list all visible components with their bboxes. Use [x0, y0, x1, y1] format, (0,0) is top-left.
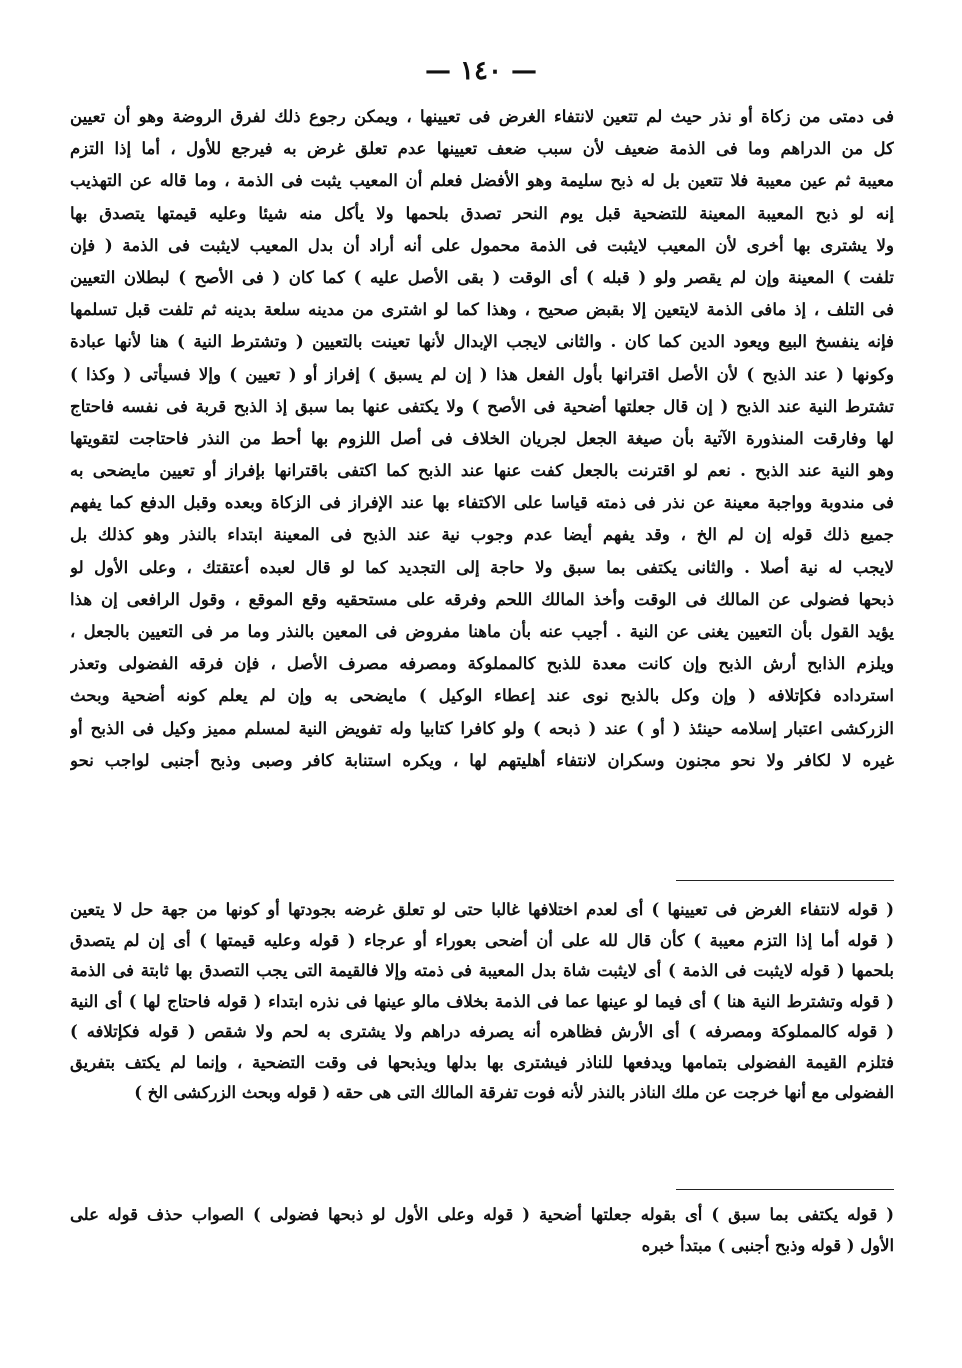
text-line: استرداده فكإتلافه ( وإن وكل بالذبح نوى عند إعطاء الوكيل ) مايضحى به وإن لم يعلم كونه أضحية وبحث	[70, 685, 894, 706]
text-line: فى دمتى من زكاة أو نذر حيث لم تتعين لانتفاء الغرض فى تعيينها ، ويمكن رجوع ذلك لفرق الروضة وهو أن تعيين	[70, 106, 894, 126]
text-line: ( قوله كالمملوكة ومصرفه ) أى الأرش فظاهره أنه يصرفه دراهم ولا يشترى به لحم ولا شقص ( قوله فكإتلافه )	[70, 1022, 894, 1041]
main-text	[70, 100, 894, 776]
page-number: — ١٤٠ —	[424, 56, 538, 86]
text-line: تشترط النية عند الذبح ( إن قال جعلتها أضحية فى الأصح ) ولا يكتفى عنها بما سبق إذ الذبح قربة فى نفسه فاحتاج	[70, 395, 894, 416]
text-line: ولا يشترى بها أخرى لأن المعيب لايثبت فى الذمة محمول على أنه أراد أن بدل المعيب لايثبت فى الذمة ( فإن	[70, 234, 894, 255]
footnote-separator-lower	[676, 1189, 894, 1190]
text-line: فى التلف ، إذ مافى الذمة لايتعين إلا بقبض صحيح ، وهذا كما لو اشترى من مدينه سلعة بدينه ثم تلفت قبل تسلمها	[70, 299, 894, 320]
text-line: ( قوله لانتفاء الغرض فى تعيينها ) أى لعدم اختلافها غالبا حتى لو تعلق غرضه بجودتها أو كونها من جهة حل لا يتعين	[70, 900, 894, 919]
text-line: الفضولى مع أنها خرجت عن ملك الناذر بالنذر لأنه فوت تفرقة المالك التى هى حقه ( قوله وبحث الزركشى الخ )	[134, 1083, 894, 1102]
text-line: فى مندوبة وواجبة معينة عن نذر فى ذمته قياسا على الاكتفاء بها عند الإفراز فى الزكاة وبعده وقبل الدفع كما يفهم	[70, 492, 894, 513]
text-line: وكونها ( عند الذبح ) لأن الأصل اقترانها بأول الفعل هذا ( إن لم يسبق ) إفراز أو ( تعيين ) وإلا فسيأتى ( وكذا )	[70, 363, 894, 384]
text-line: إنه لو ذبح المعيبة المعينة للتضحية قبل يوم النحر تصدق بلحمها ولا يأكل منه شيئا وعليه قيمتها يتصدق بها	[70, 202, 894, 223]
text-line: لها وفارقت المنذورة الآتية بأن صيغة الجعل لجريان الخلاف فى أصل اللزوم بها أحط من النذر فاحتاجت لتقويتها	[70, 427, 894, 448]
text-line: فتلزم القيمة الفضولى بتمامها ويدفعها للناذر فيشترى بها بدلها ويذبحها فى وقت التضحية ، وإنما لم يكتف بتفريق	[70, 1052, 894, 1072]
commentary-upper	[70, 895, 894, 1109]
text-line: الأول ( قوله وذبح أجنبى ) مبتدأ خبره	[641, 1235, 894, 1255]
text-line: معيبة ثم عين معيبة فلا تتعين بل له ذبح سليمة وهو الأفضل فعلم أن المعيب يثبت فى الذمة ، وما قاله عن التهذيب	[70, 170, 894, 191]
text-line: جميع ذلك قوله إن لم الخ ، وقد يفهم أيضا عدم وجوب نية عند الذبح فى المعينة ابتداء بالنذر وهو كذلك بل	[70, 524, 894, 545]
text-line: ويلزم الذابح أرش الذبح وإن كانت معدة للذبح كالمملوكة ومصرفه مصرف الأصل ، فإن فرقه الفضولى وتعذر	[70, 653, 894, 674]
text-line: ( قوله يكتفى بما سبق ) أى بقوله جعلتها أضحية ( قوله وعلى الأول لو ذبحها فضولى ) الصواب حذف قوله على	[70, 1205, 894, 1224]
text-line: ذبحها فضولى عن المالك فى الوقت وأخذ المالك اللحم وفرقه على مستحقيه وقع الموقع ، وقول الرافعى إن هذا	[70, 588, 894, 609]
text-line: بلحمها ( قوله لايثبت فى الذمة ) أى لايثبت شاة بدل المعيبة فى ذمته وإلا فالقيمة التى يجب التصدق بها ثابتة فى الذمة	[70, 961, 894, 980]
commentary-lower	[70, 1200, 894, 1261]
text-line: فإنه ينفسخ البيع ويعود الدين كما كان . والثانى لايجب الإبدال لأنها تعينت بالتعيين ( وتشترط النية ) هنا لأنها عبادة	[70, 331, 894, 352]
text-line: كل من الدراهم وما فى الذمة ضعيف لأن سبب ضعف تعيينها عدم تعلق غرض به فيرجع للأول ، أما إذا التزم	[70, 138, 894, 159]
text-line: تلفت ) المعينة وإن لم يقصر ولو ( قبله ) أى الوقت ( بقى الأصل عليه ) كما كان ( فى الأصح ) لبطلان التعيين	[70, 266, 894, 287]
text-line: يؤيد القول بأن التعيين يغنى عن النية . أجيب عنه بأن ماهنا مفروض فى المعين بالنذر وما مر فى التعيين بالجعل ،	[70, 621, 894, 641]
footnote-separator	[676, 880, 894, 881]
text-line: لايجب له نية أصلا . والثانى يكتفى بما سبق ولا حاجة إلى التجديد كما لو قال لعبده أعتقتك ، وعلى الأول لو	[70, 556, 894, 577]
text-line: ( قوله وتشترط النية هنا ) أى فيما لو عينها عما فى الذمة بخلاف مالو عينها فى نذره ابتداء ( قوله فاحتاج لها ) أى النية	[70, 991, 894, 1011]
text-line: ( قوله أما إذا التزم معيبة ) كأن قال لله على أن أضحى بعوراء أو عرجاء ( قوله وعليه قيمتها ) أى إن لم يتصدق	[70, 930, 894, 950]
text-line: غيره لا لكافر ولا نحو مجنون وسكران لانتفاء أهليتهم لها ، ويكره استنابة كافر وصبى وذبح أجنبى لواجب نحو	[70, 749, 894, 770]
text-line: الزركشى اعتبار إسلامه حينئذ ( أو ) عند ( ذبحه ) ولو كافرا كتابيا وله تفويض النية لمسلم مميز وكيل فى الذبح أو	[70, 717, 894, 738]
text-line: وهو النية عند الذبح . نعم لو اقترنت بالجعل كفت عنها عند الذبح كما اكتفى باقترانها بإفراز أو تعيين مايضحى به	[70, 460, 894, 481]
